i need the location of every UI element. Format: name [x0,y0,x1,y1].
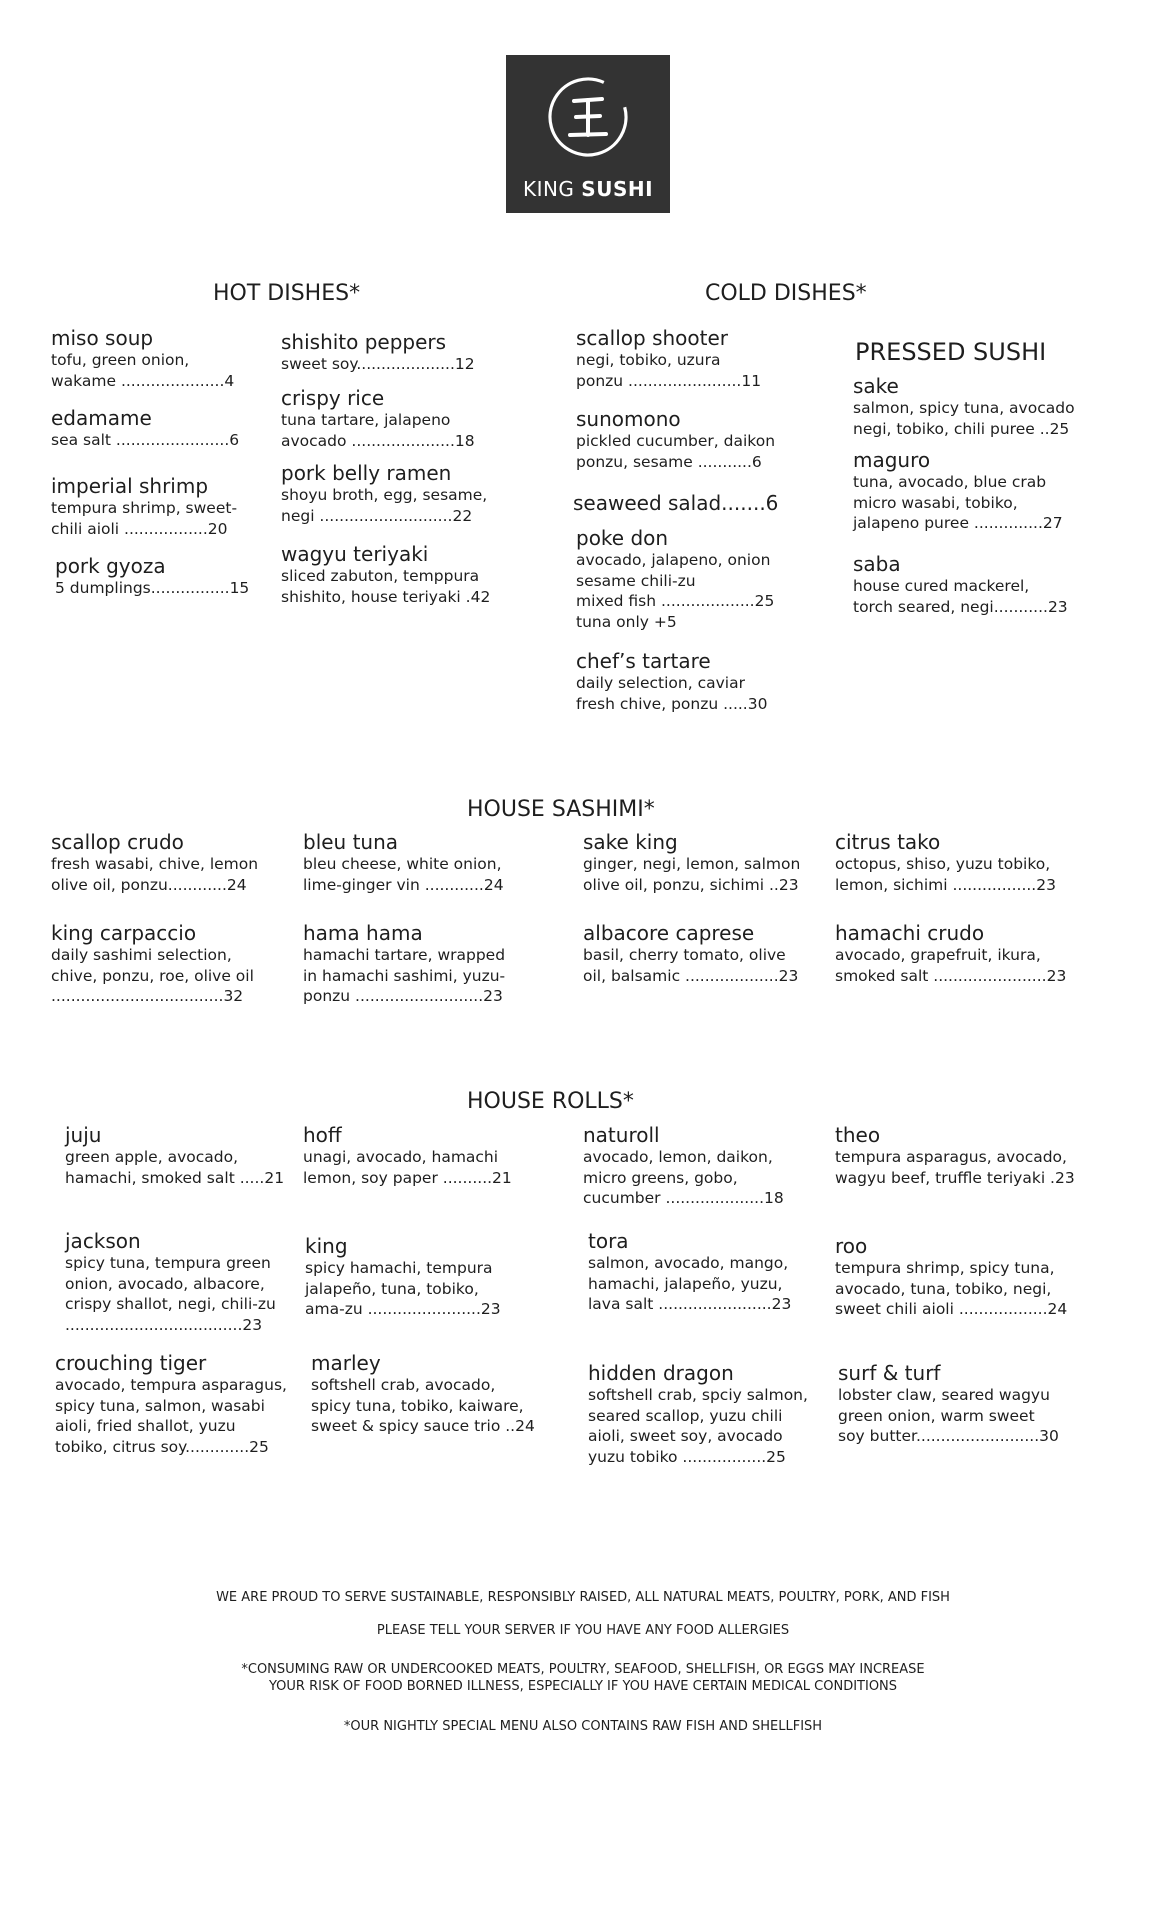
item-desc-line: tempura asparagus, avocado, [835,1148,1067,1166]
item-desc-line: lava salt .......................23 [588,1295,792,1313]
item-name: theo [835,1123,881,1147]
section-title-house-sashimi: HOUSE SASHIMI* [467,797,655,822]
menu-item-miso-soup [51,326,234,391]
menu-item-pork-belly-ramen [281,461,487,526]
item-desc-line: softshell crab, spciy salmon, [588,1386,808,1404]
item-name: chef’s tartare [576,649,711,673]
item-name: jackson [65,1229,141,1253]
menu-item-maguro [853,448,1063,534]
item-name: citrus tako [835,830,941,854]
menu-item-crispy-rice [281,386,475,451]
item-desc-line: cucumber ....................18 [583,1189,784,1207]
item-name: sake [853,374,899,398]
section-title-house-rolls: HOUSE ROLLS* [467,1089,634,1114]
item-desc-line: smoked salt .......................23 [835,966,1067,985]
item-desc-line: ....................................23 [65,1315,263,1334]
brand-name-bold: SUSHI [581,177,654,201]
item-desc-line: avocado, jalapeno, onion [576,551,771,569]
item-desc-line: soy butter.........................30 [838,1427,1059,1445]
item-desc-line: daily selection, caviar [576,674,745,692]
menu-item-king [305,1234,501,1320]
menu-item-chefs-tartare [576,649,767,714]
menu-item-hama-hama [303,921,505,1007]
item-desc-line: tempura shrimp, spicy tuna, [835,1259,1055,1277]
item-desc-line: sliced zabuton, temppura [281,567,480,585]
item-name: sunomono [576,407,681,431]
item-name: albacore caprese [583,921,755,945]
item-name: king [305,1234,348,1258]
menu-item-juju [65,1123,284,1188]
item-desc-line: sweet chili aioli ..................24 [835,1300,1068,1318]
item-desc-line: spicy tuna, salmon, wasabi [55,1396,265,1415]
item-name: pork gyoza [55,554,166,578]
menu-item-saba [853,552,1068,617]
item-desc-line: lime-ginger vin ............24 [303,875,504,894]
item-desc-line: aioli, sweet soy, avocado [588,1427,783,1445]
item-desc-line: daily sashimi selection, [51,946,232,964]
item-desc-line: sweet & spicy sauce trio ..24 [311,1417,535,1435]
menu-item-seaweed-salad [573,491,778,515]
menu-item-hoff [303,1123,512,1188]
item-name: wagyu teriyaki [281,542,429,566]
item-name: poke don [576,526,669,550]
item-desc-line: fresh chive, ponzu .....30 [576,694,768,713]
item-desc-line: negi, tobiko, uzura [576,351,721,369]
item-desc-line: torch seared, negi...........23 [853,597,1068,616]
footer-raw-food-warning-cont: YOUR RISK OF FOOD BORNED ILLNESS, ESPECIALLY IF YOU HAVE CERTAIN MEDICAL CONDITIONS [268,1679,898,1694]
item-name: saba [853,552,901,576]
footer-raw-food-warning: *CONSUMING RAW OR UNDERCOOKED MEATS, POULTRY, SEAFOOD, SHELLFISH, OR EGGS MAY INCREASE [241,1662,925,1677]
menu-item-scallop-shooter [576,326,761,391]
item-name: marley [311,1351,381,1375]
item-desc-line: tofu, green onion, [51,351,190,369]
footer-allergy-note: PLEASE TELL YOUR SERVER IF YOU HAVE ANY FOOD ALLERGIES [376,1623,790,1638]
menu-item-sunomono [576,407,775,472]
menu-item-scallop-crudo [51,830,258,895]
item-name: hamachi crudo [835,921,985,945]
item-desc-line: ponzu .......................11 [576,371,762,390]
item-desc-line: tempura shrimp, sweet- [51,499,238,517]
menu-item-poke-don [576,526,774,632]
item-desc-line: seared scallop, yuzu chili [588,1406,783,1425]
item-desc-line: avocado .....................18 [281,431,475,450]
item-name: surf & turf [838,1361,941,1385]
item-desc-line: chili aioli .................20 [51,519,228,538]
menu-item-sake-king [583,830,800,895]
item-desc-line: lemon, sichimi .................23 [835,875,1056,894]
item-desc-line: wakame .....................4 [51,371,235,390]
item-desc-line: olive oil, ponzu, sichimi ..23 [583,875,799,894]
item-desc-line: negi, tobiko, chili puree ..25 [853,419,1070,438]
brand-name-light: KING [522,177,575,201]
item-desc-line: sea salt .......................6 [51,431,240,449]
footer-special-menu-note: *OUR NIGHTLY SPECIAL MENU ALSO CONTAINS RAW FISH AND SHELLFISH [343,1719,823,1734]
king-crest-icon [542,71,634,163]
menu-item-tora [588,1229,791,1315]
brand-logo [506,55,670,213]
item-desc-line: lobster claw, seared wagyu [838,1386,1050,1404]
item-desc-line: olive oil, ponzu............24 [51,875,247,894]
item-name: maguro [853,448,931,472]
item-desc-line: pickled cucumber, daikon [576,432,776,450]
item-name: edamame [51,406,152,430]
section-title-pressed-sushi: PRESSED SUSHI [855,338,1047,366]
item-desc-line: micro greens, gobo, [583,1168,738,1187]
menu-item-edamame [51,406,239,451]
item-desc-line: basil, cherry tomato, olive [583,946,786,964]
item-desc-line: spicy tuna, tobiko, kaiware, [311,1396,524,1415]
item-desc-line: jalapeno puree ..............27 [853,514,1063,532]
item-desc-line: hamachi, smoked salt .....21 [65,1168,285,1187]
item-name: crispy rice [281,386,385,410]
menu-item-sake [853,374,1075,439]
item-desc-line: shishito, house teriyaki .42 [281,587,491,606]
item-name: tora [588,1229,629,1253]
menu-item-shishito-peppers [281,330,475,375]
item-desc-line: aioli, fried shallot, yuzu [55,1417,236,1435]
menu-item-crouching-tiger [55,1351,287,1457]
item-desc-line: fresh wasabi, chive, lemon [51,855,259,873]
item-name: naturoll [583,1123,660,1147]
brand-name [506,177,670,201]
item-name: bleu tuna [303,830,399,854]
menu-item-surf-and-turf [838,1361,1059,1447]
item-desc-line: avocado, lemon, daikon, [583,1148,773,1166]
item-desc-line: salmon, avocado, mango, [588,1254,789,1272]
item-desc-line: sesame chili-zu [576,571,696,590]
item-desc-line: ama-zu .......................23 [305,1300,501,1318]
menu-item-wagyu-teriyaki [281,542,490,607]
item-desc-line: hamachi, jalapeño, yuzu, [588,1274,783,1293]
item-desc-line: green apple, avocado, [65,1148,238,1166]
footer-sustainability-note: WE ARE PROUD TO SERVE SUSTAINABLE, RESPONSIBLY RAISED, ALL NATURAL MEATS, POULTRY, PORK, AND FISH [216,1590,950,1605]
item-desc-line: octopus, shiso, yuzu tobiko, [835,855,1051,873]
item-desc-line: yuzu tobiko .................25 [588,1447,786,1466]
item-desc-line: spicy hamachi, tempura [305,1259,493,1277]
section-title-cold-dishes: COLD DISHES* [705,281,867,306]
item-name: crouching tiger [55,1351,207,1375]
menu-item-roo [835,1234,1067,1320]
item-desc-line: onion, avocado, albacore, [65,1274,265,1293]
menu-item-naturoll [583,1123,784,1209]
item-name: imperial shrimp [51,474,209,498]
item-desc-line: chive, ponzu, roe, olive oil [51,966,254,985]
item-desc-line: in hamachi sashimi, yuzu- [303,966,506,985]
item-desc-line: spicy tuna, tempura green [65,1254,271,1272]
item-desc-line: wagyu beef, truffle teriyaki .23 [835,1168,1075,1187]
item-desc-line: sweet soy....................12 [281,355,475,373]
menu-item-theo [835,1123,1075,1188]
item-desc-line: salmon, spicy tuna, avocado [853,399,1075,417]
item-desc-line: avocado, grapefruit, ikura, [835,946,1041,964]
item-desc-line: hamachi tartare, wrapped [303,946,506,964]
item-name: scallop crudo [51,830,184,854]
item-name: scallop shooter [576,326,729,350]
item-desc-line: ponzu ..........................23 [303,987,503,1005]
menu-item-imperial-shrimp [51,474,237,539]
item-name: king carpaccio [51,921,197,945]
section-title-hot-dishes: HOT DISHES* [213,281,361,306]
menu-item-marley [311,1351,535,1437]
item-desc-line: tobiko, citrus soy.............25 [55,1437,269,1456]
item-desc-line: 5 dumplings................15 [55,579,250,597]
item-name: hoff [303,1123,342,1147]
item-desc-line: tuna tartare, jalapeno [281,411,451,429]
menu-item-bleu-tuna [303,830,504,895]
item-desc-line: ginger, negi, lemon, salmon [583,855,801,873]
item-desc-line: crispy shallot, negi, chili-zu [65,1295,276,1313]
menu-item-hidden-dragon [588,1361,808,1467]
item-desc-line: bleu cheese, white onion, [303,855,502,873]
item-desc-line: ...................................32 [51,987,244,1005]
item-desc-line: micro wasabi, tobiko, [853,493,1018,512]
item-desc-line: oil, balsamic ...................23 [583,966,799,985]
item-desc-line: lemon, soy paper ..........21 [303,1168,512,1187]
item-name: hama hama [303,921,423,945]
menu-item-citrus-tako [835,830,1056,895]
item-desc-line: house cured mackerel, [853,577,1030,595]
menu-item-jackson [65,1229,276,1335]
item-name: juju [65,1123,102,1147]
item-desc-line: tuna only +5 [576,612,677,631]
item-desc-line: negi ...........................22 [281,506,473,525]
item-name: shishito peppers [281,330,447,354]
item-desc-line: unagi, avocado, hamachi [303,1148,499,1166]
item-name: pork belly ramen [281,461,452,485]
item-desc-line: mixed fish ...................25 [576,592,775,610]
item-desc-line: tuna, avocado, blue crab [853,473,1047,491]
item-desc-line: avocado, tempura asparagus, [55,1376,287,1394]
item-desc-line: softshell crab, avocado, [311,1376,496,1394]
item-desc-line: green onion, warm sweet [838,1406,1035,1425]
item-name: miso soup [51,326,154,350]
item-name: roo [835,1234,868,1258]
menu-item-pork-gyoza [55,554,249,599]
item-desc-line: shoyu broth, egg, sesame, [281,486,488,504]
menu-item-king-carpaccio [51,921,254,1007]
item-desc-line: jalapeño, tuna, tobiko, [305,1279,479,1298]
menu-item-hamachi-crudo [835,921,1066,986]
item-desc-line: avocado, tuna, tobiko, negi, [835,1279,1052,1298]
item-desc-line: ponzu, sesame ...........6 [576,452,762,471]
item-name: sake king [583,830,678,854]
menu-item-albacore-caprese [583,921,798,986]
item-name: seaweed salad.......6 [573,491,779,515]
item-name: hidden dragon [588,1361,734,1385]
